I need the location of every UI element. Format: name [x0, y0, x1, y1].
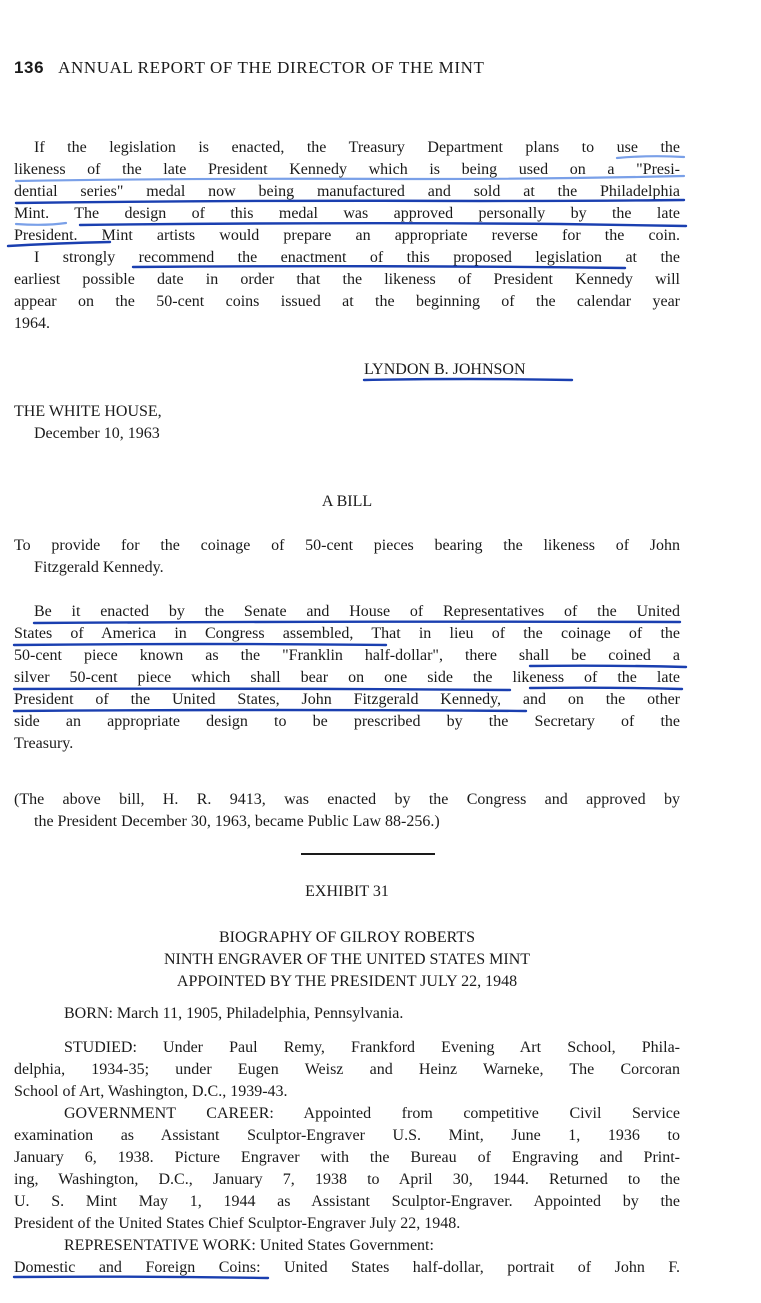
ink-underline [34, 622, 680, 623]
studied-line: delphia, 1934-35; under Eugen Weisz and Heinz Warneke, The Corcoran [14, 1061, 680, 1078]
message-line: earliest possible date in order that the likeness of President Kennedy will [14, 271, 680, 288]
message-line: President. Mint artists would prepare an appropriate reverse for the coin. [14, 227, 680, 244]
ink-underline [617, 156, 684, 158]
bill-note-line: (The above bill, H. R. 9413, was enacted by the Congress and approved by [14, 791, 680, 808]
ink-underline [16, 223, 66, 225]
page-number: 136 [14, 58, 45, 77]
bill-purpose-line: To provide for the coinage of 50-cent pieces bearing the likeness of John [14, 537, 680, 554]
bill-heading: A BILL [321, 493, 373, 510]
running-title: ANNUAL REPORT OF THE DIRECTOR OF THE MINT [58, 58, 485, 77]
message-line: appear on the 50-cent coins issued at the beginning of the calendar year [14, 293, 680, 310]
bill-text-line: silver 50-cent piece which shall bear on one side the likeness of the late [14, 669, 680, 686]
date: December 10, 1963 [34, 425, 160, 442]
exhibit-title-line: APPOINTED BY THE PRESIDENT JULY 22, 1948 [176, 973, 518, 990]
ink-underline [16, 200, 684, 203]
message-line: If the legislation is enacted, the Treasury Department plans to use the [34, 139, 680, 156]
work-line: Domestic and Foreign Coins: United States half-dollar, portrait of John F. [14, 1259, 680, 1276]
career-line: January 6, 1938. Picture Engraver with the Bureau of Engraving and Print- [14, 1149, 680, 1166]
ink-underline [133, 266, 625, 268]
ink-underline [14, 1277, 268, 1278]
message-line: likeness of the late President Kennedy which is being used on a "Presi- [14, 161, 680, 178]
ink-underline [14, 710, 526, 711]
ink-underline [364, 379, 572, 380]
career-line: ing, Washington, D.C., January 7, 1938 to April 30, 1944. Returned to the [14, 1171, 680, 1188]
ink-underline [530, 666, 686, 667]
career-line: President of the United States Chief Sculptor-Engraver July 22, 1948. [14, 1215, 461, 1232]
message-line: I strongly recommend the enactment of this proposed legislation at the [34, 249, 680, 266]
studied-line: School of Art, Washington, D.C., 1939-43. [14, 1083, 288, 1100]
career-line: U. S. Mint May 1, 1944 as Assistant Sculptor-Engraver. Appointed by the [14, 1193, 680, 1210]
bill-text-line: President of the United States, John Fitzgerald Kennedy, and on the other [14, 691, 680, 708]
ink-underline [14, 644, 386, 645]
ink-underline [8, 242, 110, 246]
ink-underline [14, 689, 510, 690]
career-line: examination as Assistant Sculptor-Engraver U.S. Mint, June 1, 1936 to [14, 1127, 680, 1144]
bill-text-line: Be it enacted by the Senate and House of Representatives of the United [34, 603, 680, 620]
exhibit-title-line: BIOGRAPHY OF GILROY ROBERTS [218, 929, 476, 946]
signature: LYNDON B. JOHNSON [364, 361, 526, 378]
bill-text-line: 50-cent piece known as the "Franklin half-dollar", there shall be coined a [14, 647, 680, 664]
exhibit-heading: EXHIBIT 31 [305, 883, 389, 900]
work-line: REPRESENTATIVE WORK: United States Government: [64, 1237, 434, 1254]
studied-line: STUDIED: Under Paul Remy, Frankford Evening Art School, Phila- [64, 1039, 680, 1056]
ink-underline [530, 688, 682, 689]
message-line: Mint. The design of this medal was approved personally by the late [14, 205, 680, 222]
bill-text-line: side an appropriate design to be prescribed by the Secretary of the [14, 713, 680, 730]
bill-text-line: States of America in Congress assembled, That in lieu of the coinage of the [14, 625, 680, 642]
message-line: dential series" medal now being manufactured and sold at the Philadelphia [14, 183, 680, 200]
place: THE WHITE HOUSE, [14, 403, 162, 420]
exhibit-title-line: NINTH ENGRAVER OF THE UNITED STATES MINT [163, 951, 531, 968]
message-line: 1964. [14, 315, 50, 332]
born-line: BORN: March 11, 1905, Philadelphia, Pennsylvania. [64, 1005, 404, 1022]
ink-underline [80, 223, 686, 226]
career-line: GOVERNMENT CAREER: Appointed from competitive Civil Service [64, 1105, 680, 1122]
bill-text-line: Treasury. [14, 735, 74, 752]
bill-purpose-line: Fitzgerald Kennedy. [34, 559, 164, 576]
bill-note-line: the President December 30, 1963, became Public Law 88-256.) [34, 813, 440, 830]
ink-underline [16, 176, 684, 181]
